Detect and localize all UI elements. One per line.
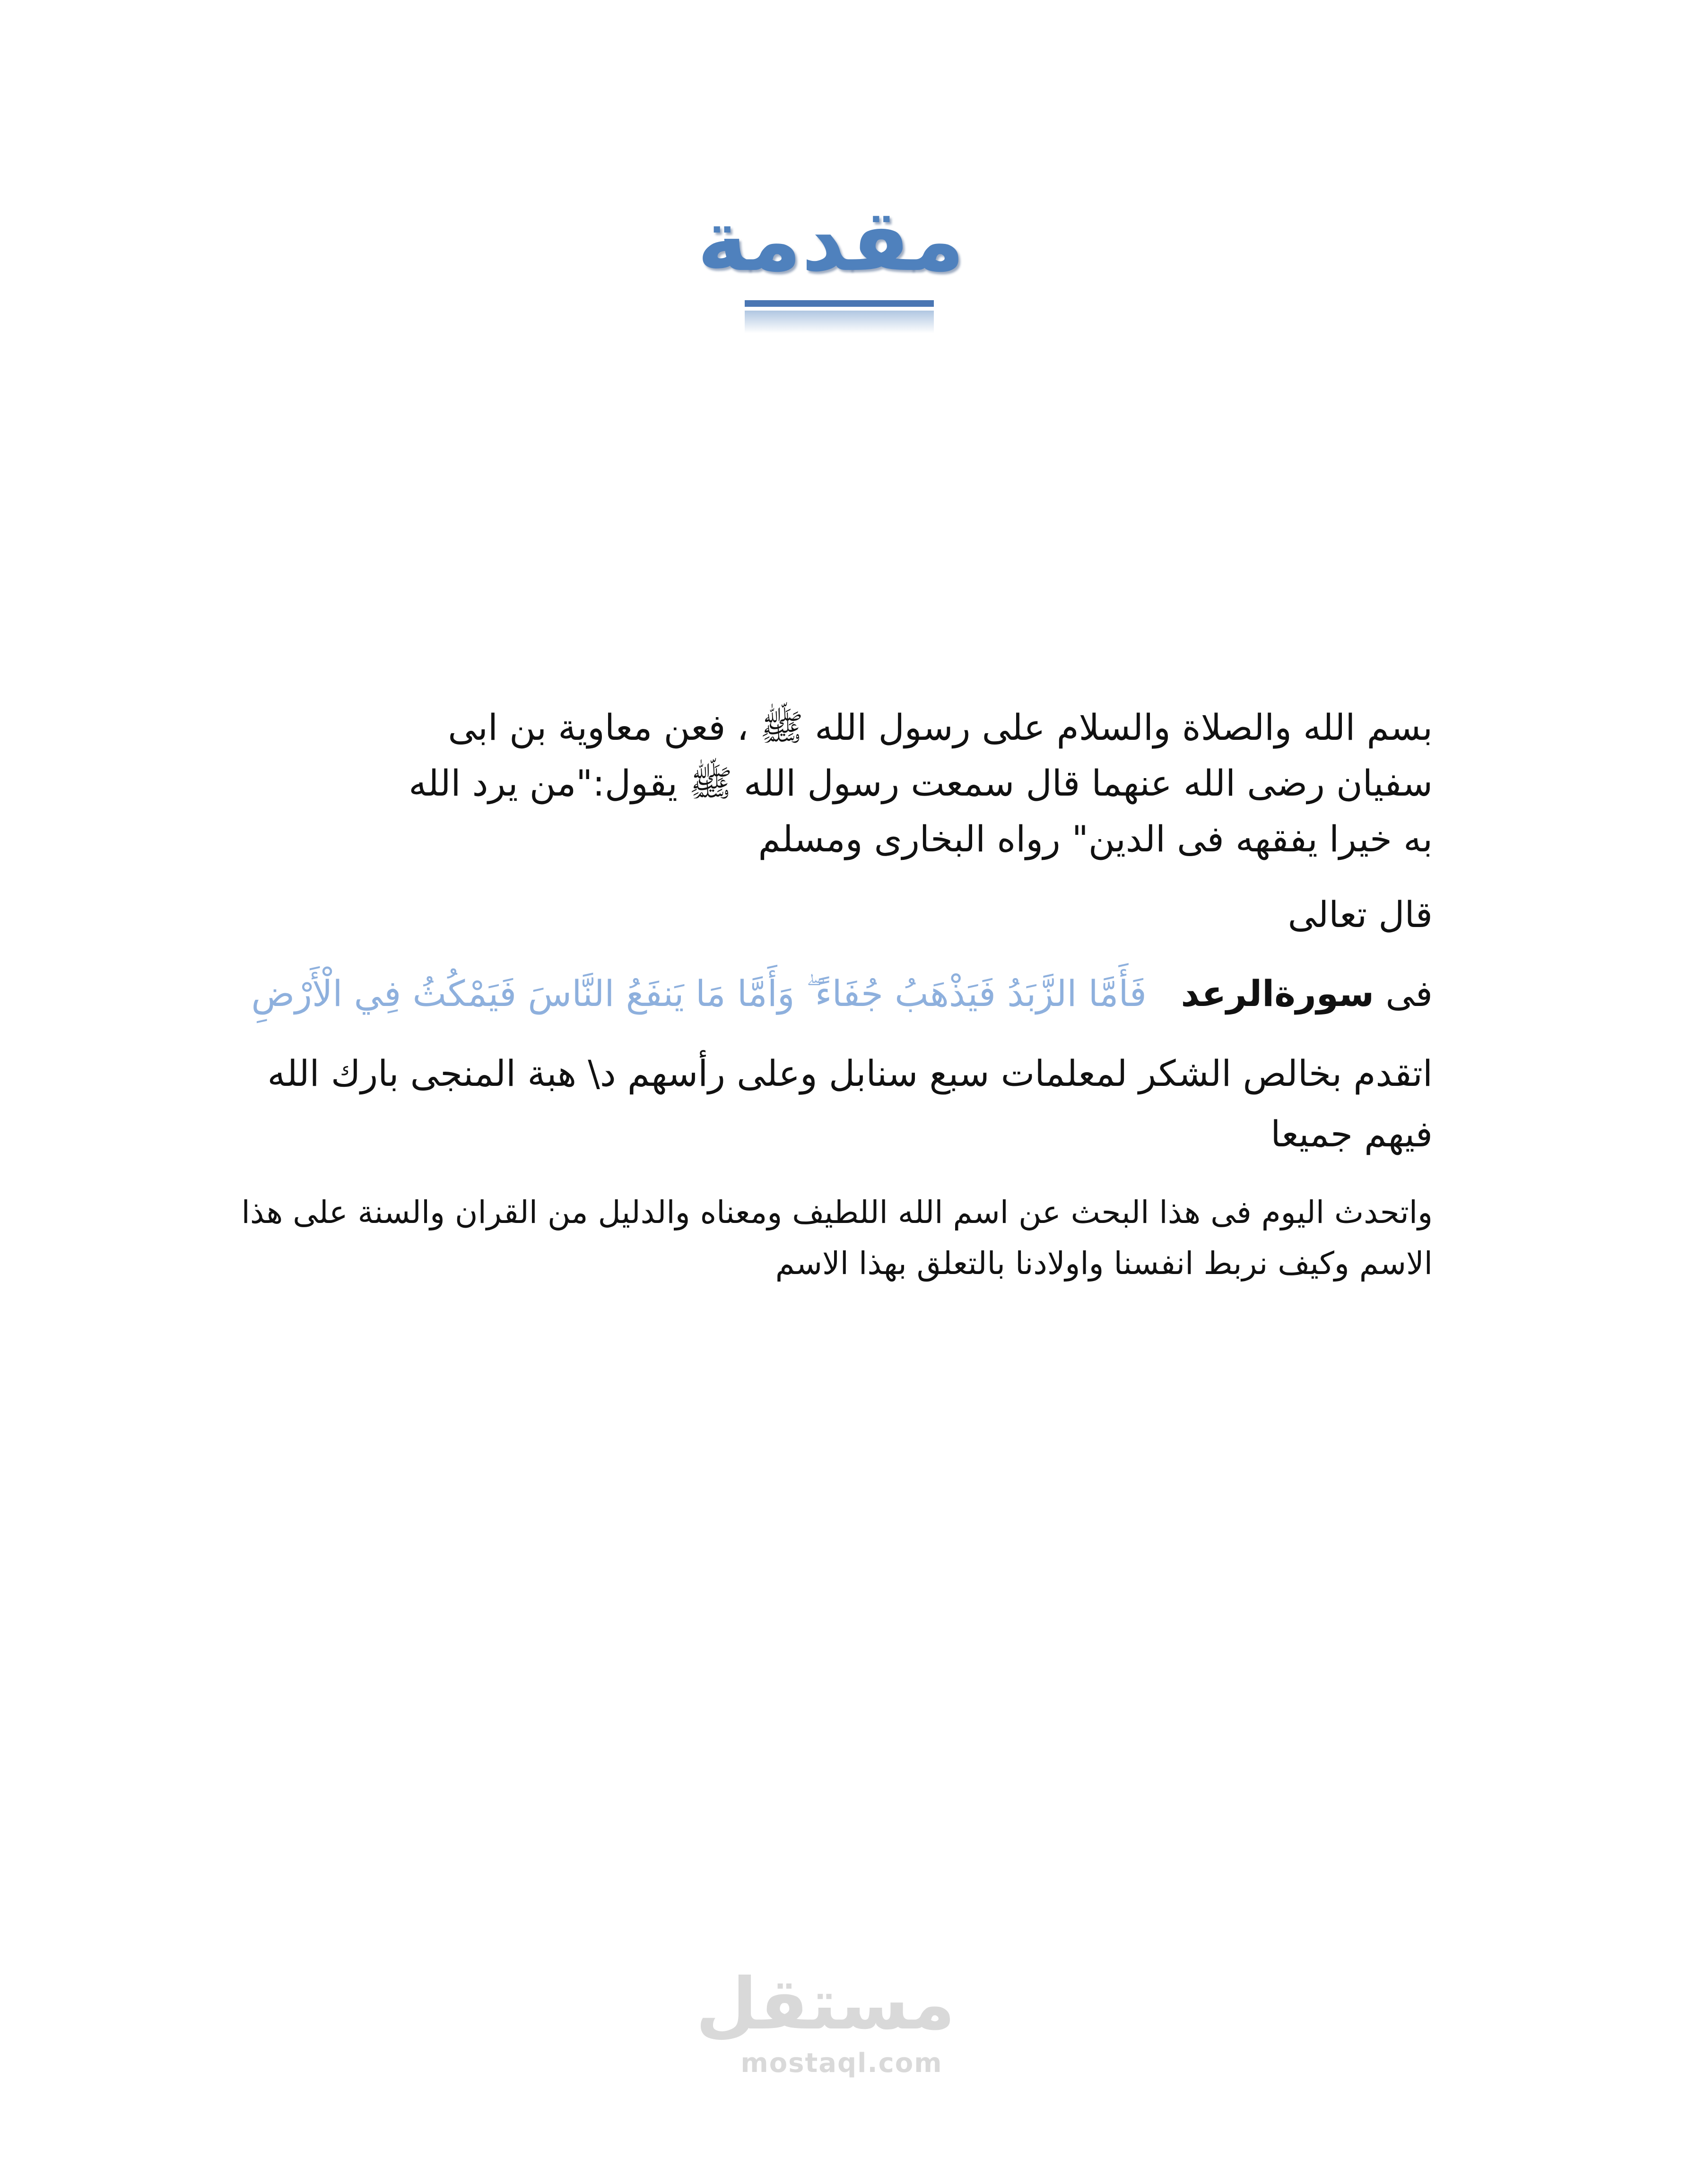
quran-verse: فَأَمَّا الزَّبَدُ فَيَذْهَبُ جُفَاءً ۖ وَأَمَّا مَا يَنفَعُ النَّاسَ فَيَمْكُثُ فِي الْأَرْضِ (251, 972, 1147, 1014)
surah-name: سورةالرعد (1181, 972, 1375, 1014)
research-paragraph: واتحدث اليوم فى هذا البحث عن اسم الله اللطيف ومعناه والدليل من القران والسنة على هذا الاسم وكيف نربط انفسنا واولادنا بالتعلق بهذا الاسم (241, 1194, 1433, 1282)
title-underline (745, 300, 934, 307)
quran-intro-line: قال تعالى (1288, 893, 1433, 936)
thanks-paragraph: اتقدم بخالص الشكر لمعلمات سبع سنابل وعلى رأسهم د\ هبة المنجى بارك الله فيهم جميعا (267, 1052, 1433, 1155)
mostaql-watermark (696, 1962, 955, 2118)
document-body (222, 700, 1433, 1289)
title-reflection (745, 311, 934, 333)
watermark-logo: مستقل (696, 1963, 955, 2045)
verse-paragraph (232, 965, 1433, 1022)
intro-paragraph: بسم الله والصلاة والسلام على رسول الله ﷺ ، فعن معاوية بن ابى سفيان رضى الله عنهما قال سمعت رسول الله ﷺ يقول:"من يرد الله به خيرا يفقهه فى الدين" رواه البخارى ومسلم (409, 706, 1433, 860)
verse-prefix: فى (1385, 972, 1433, 1014)
page-title: مقدمة (697, 191, 965, 290)
watermark-url: mostaql.com (740, 2048, 943, 2079)
page-title-block (697, 187, 965, 343)
